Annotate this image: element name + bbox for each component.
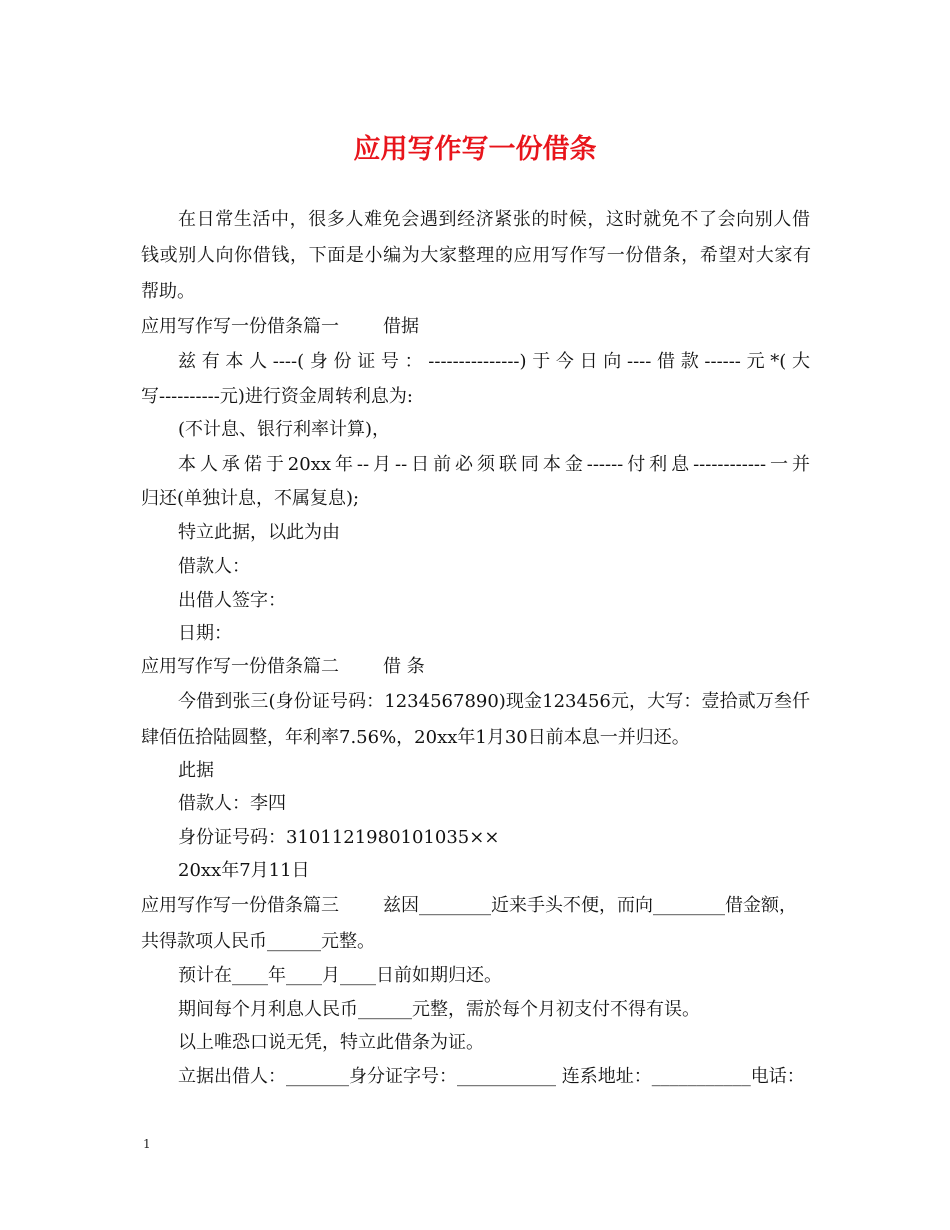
section-line: 共得款项人民币______元整。 [141, 931, 375, 952]
intro-line: 钱或别人向你借钱，下面是小编为大家整理的应用写作写一份借条，希望对大家有 [141, 245, 811, 266]
intro-line: 帮助。 [141, 281, 195, 302]
section-heading: 应用写作写一份借条篇一 [141, 316, 339, 337]
section-line: 期间每个月利息人民币______元整，需於每个月初支付不得有误。 [178, 999, 700, 1020]
date-label: 日期： [178, 623, 232, 644]
section-line: 今借到张三(身份证号码：1234567890)现金123456元，大写：壹拾贰万叁仟 [178, 691, 810, 712]
document-title: 应用写作写一份借条 [353, 134, 597, 165]
section-line: 此据 [178, 760, 214, 781]
section-line: 以上唯恐口说无凭，特立此借条为证。 [178, 1032, 484, 1053]
section-line: 写----------元)进行资金周转利息为: [141, 386, 413, 407]
section-heading: 应用写作写一份借条篇二 [141, 656, 339, 677]
borrower-label: 借款人： [178, 556, 250, 577]
section-line: 归还(单独计息，不属复息); [141, 488, 360, 509]
section-heading-suffix: 借 条 [383, 656, 425, 677]
section-line: 特立此据，以此为由 [178, 522, 340, 543]
section-line: 本人承偌于20xx年--月--日前必须联同本金------付利息------------一并 [178, 454, 810, 475]
lender-signature-label: 出借人签字： [178, 590, 286, 611]
section-line: 立据出借人：_______身分证字号：___________ 连系地址：___________电话： [178, 1066, 805, 1087]
id-number: 身份证号码：3101121980101035×× [178, 827, 500, 848]
borrower-name: 借款人：李四 [178, 793, 286, 814]
section-heading: 应用写作写一份借条篇三 [141, 895, 339, 916]
page-number: 1 [143, 1137, 151, 1151]
section-heading-suffix: 兹因________近来手头不便，而向________借金额， [383, 895, 797, 916]
section-line: 肆佰伍拾陆圆整，年利率7.56%，20xx年1月30日前本息一并归还。 [141, 727, 690, 748]
section-heading-suffix: 借据 [383, 316, 419, 337]
document-date: 20xx年7月11日 [178, 860, 310, 881]
section-line: (不计息、银行利率计算)， [178, 419, 391, 440]
section-line: 兹有本人----(身份证号：---------------)于今日向----借款------元*(大 [178, 351, 810, 372]
section-line: 预计在____年____月____日前如期归还。 [178, 965, 502, 986]
intro-line: 在日常生活中，很多人难免会遇到经济紧张的时候，这时就免不了会向别人借 [178, 209, 810, 230]
